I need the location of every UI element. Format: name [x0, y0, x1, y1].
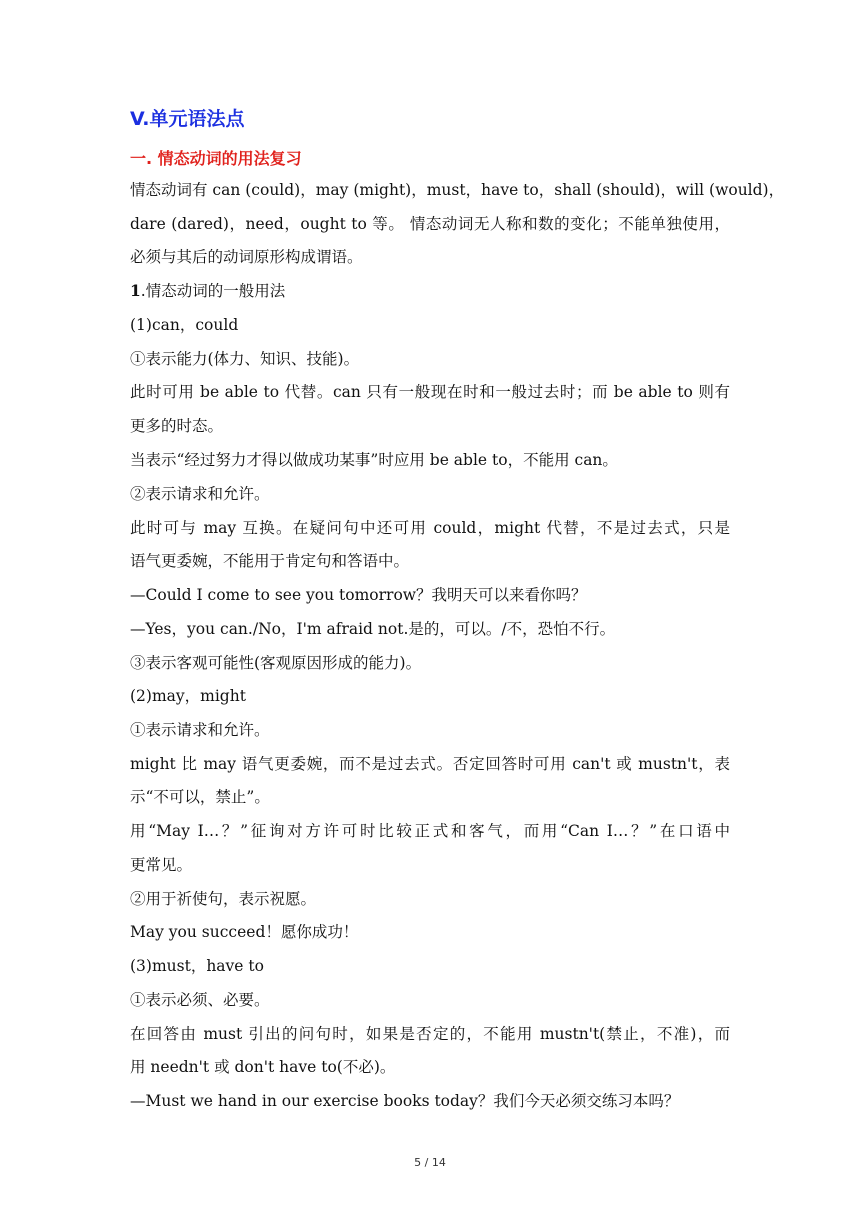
paragraph-line: 情态动词有 can (could)，may (might)，must，have to，shall (should)，will (would)， [130, 181, 785, 199]
paragraph-line: ②用于祈使句，表示祝愿。 [130, 890, 317, 908]
paragraph-line: 更常见。 [130, 856, 193, 874]
paragraph-line: —Could I come to see you tomorrow？我明天可以来看你吗？ [130, 586, 587, 604]
paragraph-line: 当表示“经过努力才得以做成功某事”时应用 be able to，不能用 can。 [130, 451, 618, 469]
paragraph-line: (2)may，might [130, 687, 246, 705]
list-heading [130, 281, 730, 301]
paragraph-line: 在回答由 must 引出的问句时，如果是否定的，不能用 mustn't(禁止，不准)，而 [130, 1025, 730, 1043]
paragraph-line: 语气更委婉，不能用于肯定句和答语中。 [130, 552, 410, 570]
paragraph-line: ②表示请求和允许。 [130, 485, 270, 503]
paragraph-line: 更多的时态。 [130, 417, 224, 435]
list-heading-text: .情态动词的一般用法 [140, 282, 286, 300]
paragraph-line: 示“不可以，禁止”。 [130, 788, 270, 806]
paragraph-line: May you succeed！愿你成功！ [130, 923, 359, 941]
paragraph-line: 此时可用 be able to 代替。can 只有一般现在时和一般过去时；而 be able to 则有 [130, 383, 730, 401]
paragraph-line: 必须与其后的动词原形构成谓语。 [130, 248, 363, 266]
subsection-title: 一. 情态动词的用法复习 [130, 149, 302, 168]
page-number: 5 / 14 [414, 1156, 446, 1169]
paragraph-line: 用 needn't 或 don't have to(不必)。 [130, 1058, 396, 1076]
paragraph-line: ①表示请求和允许。 [130, 721, 270, 739]
paragraph-line: ①表示能力(体力、知识、技能)。 [130, 350, 360, 368]
paragraph-line: (1)can，could [130, 316, 239, 334]
section-title: V.单元语法点 [130, 108, 245, 130]
paragraph-line: ①表示必须、必要。 [130, 991, 270, 1009]
paragraph-line: (3)must，have to [130, 957, 264, 975]
paragraph-line: ③表示客观可能性(客观原因形成的能力)。 [130, 654, 422, 672]
list-number: 1 [130, 281, 141, 300]
paragraph-line: —Must we hand in our exercise books today？我们今天必须交练习本吗？ [130, 1092, 680, 1110]
paragraph-line: might 比 may 语气更委婉，而不是过去式。否定回答时可用 can't 或 mustn't，表 [130, 755, 730, 773]
paragraph-line: —Yes，you can./No，I'm afraid not.是的，可以。/不，恐怕不行。 [130, 620, 616, 638]
paragraph-line: dare (dared)，need，ought to 等。 情态动词无人称和数的变化；不能单独使用， [130, 215, 730, 233]
paragraph-line: 此时可与 may 互换。在疑问句中还可用 could，might 代替，不是过去式，只是 [130, 519, 730, 537]
paragraph-line: 用“May I…？”征询对方许可时比较正式和客气，而用“Can I…？”在口语中 [130, 822, 730, 840]
